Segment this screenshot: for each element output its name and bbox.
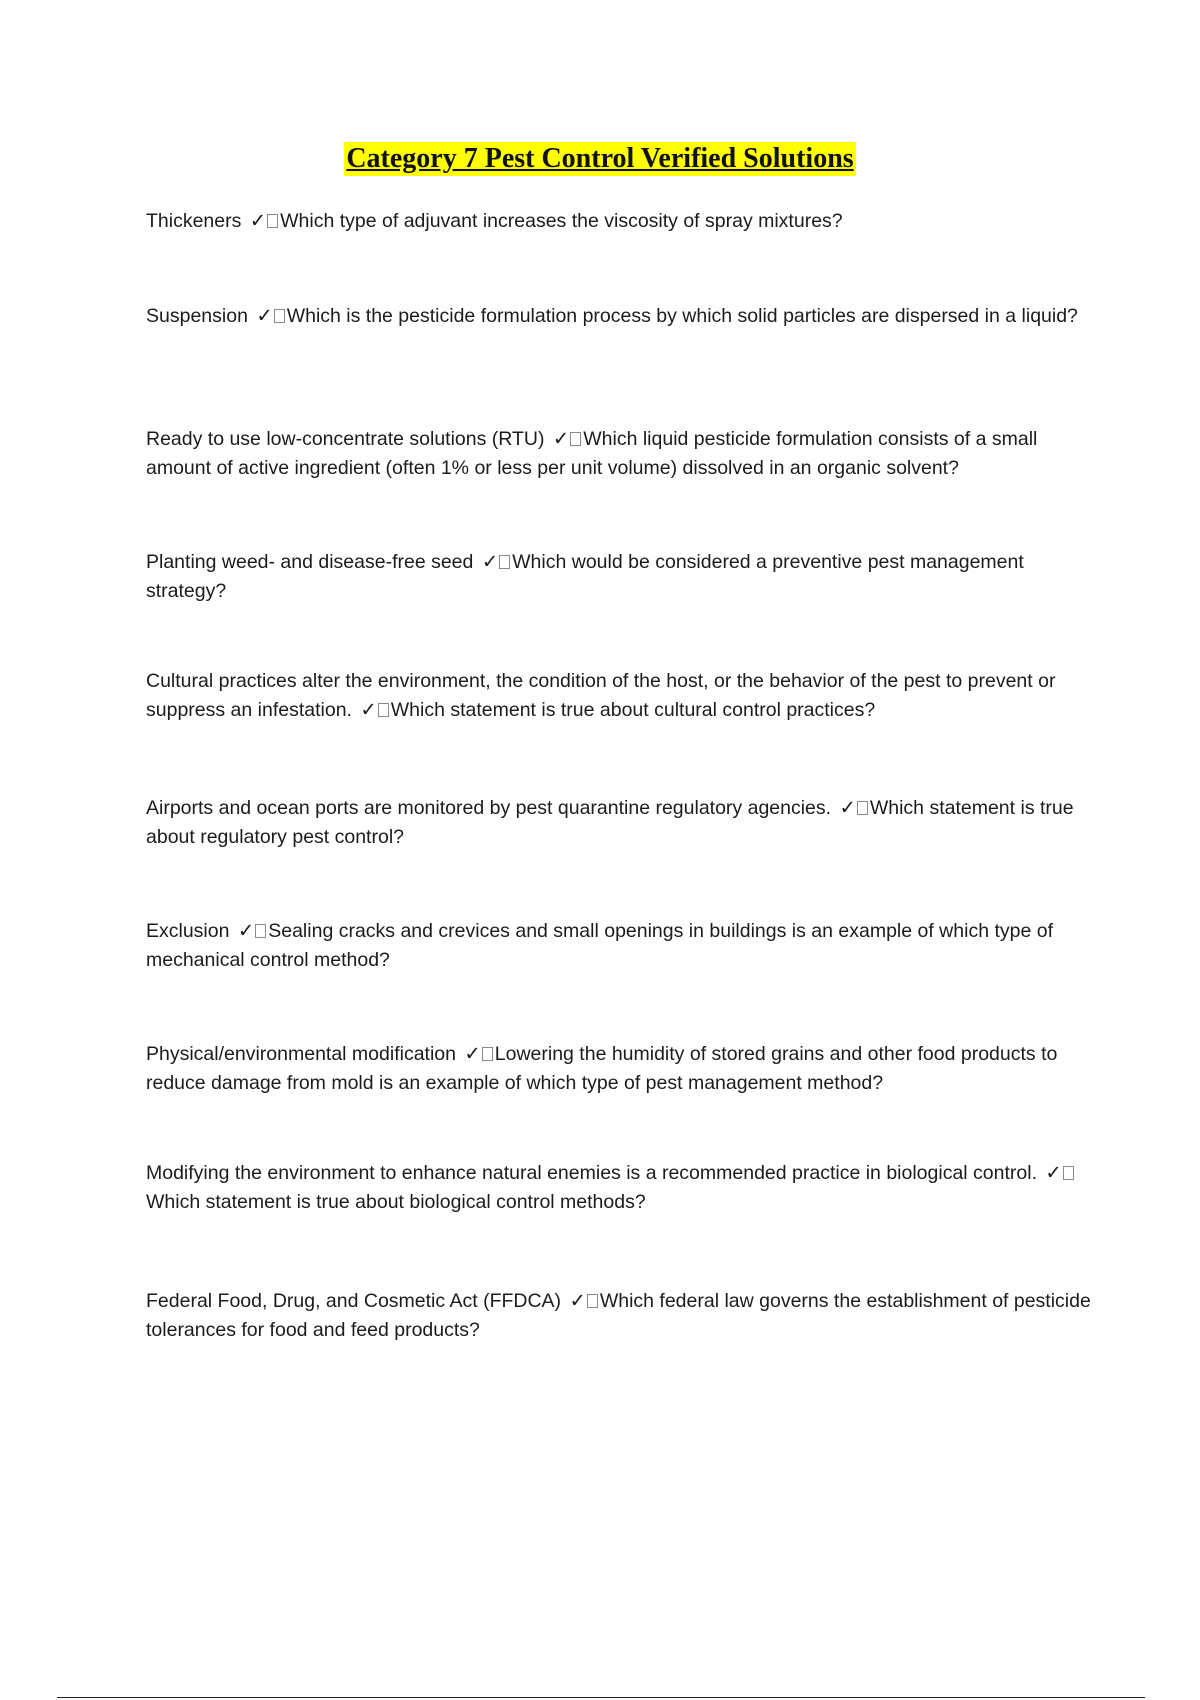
answer-text: Suspension — [146, 305, 248, 327]
check-icon: ✓ — [552, 428, 570, 450]
check-icon: ✓ — [569, 1290, 586, 1312]
empty-box-icon — [378, 703, 389, 717]
empty-box-icon — [1063, 1166, 1074, 1180]
answer-text: Exclusion — [146, 920, 230, 942]
answer-text: Planting weed- and disease-free seed — [146, 551, 474, 573]
empty-box-icon — [267, 214, 278, 228]
question-text: Which would be considered a preventive pest management strategy? — [146, 551, 1024, 602]
check-icon: ✓ — [256, 305, 273, 327]
empty-box-icon — [499, 555, 510, 569]
empty-box-icon — [587, 1294, 598, 1308]
qa-item-9 — [146, 1159, 1091, 1217]
question-text: Sealing cracks and crevices and small openings in buildings is an example of which type of mechanical control method? — [146, 920, 1053, 971]
check-icon: ✓ — [481, 551, 499, 573]
empty-box-icon — [274, 309, 285, 323]
question-text: Which is the pesticide formulation process by which solid particles are dispersed in a liquid? — [286, 305, 1078, 327]
answer-text: Federal Food, Drug, and Cosmetic Act (FFDCA) — [146, 1290, 562, 1312]
question-text: Which statement is true about regulatory pest control? — [146, 797, 1074, 848]
question-text: Which statement is true about biological control methods? — [146, 1191, 646, 1213]
answer-text: Airports and ocean ports are monitored by pest quarantine regulatory agencies. — [146, 797, 832, 819]
qa-item-2 — [146, 302, 1091, 331]
check-icon: ✓ — [464, 1043, 481, 1065]
empty-box-icon — [482, 1047, 493, 1061]
qa-item-7 — [146, 917, 1091, 975]
check-icon: ✓ — [360, 699, 377, 721]
check-icon: ✓ — [237, 920, 255, 942]
footer-divider — [57, 1697, 1145, 1698]
title-container — [0, 142, 1200, 176]
question-text: Which federal law governs the establishment of pesticide tolerances for food and feed products? — [146, 1290, 1091, 1341]
answer-text: Physical/environmental modification — [146, 1043, 456, 1065]
question-text: Lowering the humidity of stored grains and other food products to reduce damage from mold is an example of which type of pest management method? — [146, 1043, 1058, 1094]
answer-text: Thickeners — [146, 210, 242, 232]
qa-item-10 — [146, 1287, 1091, 1345]
question-text: Which statement is true about cultural control practices? — [390, 699, 876, 721]
question-text: Which type of adjuvant increases the viscosity of spray mixtures? — [280, 210, 843, 232]
qa-item-1 — [146, 207, 1091, 236]
page-title: Category 7 Pest Control Verified Solutions — [346, 143, 854, 174]
empty-box-icon — [255, 924, 266, 938]
question-text: Which liquid pesticide formulation consists of a small amount of active ingredient (often 1% or less per unit volume) dissolved in an organic solvent? — [146, 428, 1038, 479]
qa-item-5 — [146, 667, 1091, 725]
answer-text: Ready to use low-concentrate solutions (RTU) — [146, 428, 545, 450]
qa-item-3 — [146, 425, 1091, 483]
qa-item-8 — [146, 1040, 1091, 1098]
empty-box-icon — [857, 801, 868, 815]
check-icon: ✓ — [1045, 1162, 1062, 1184]
answer-text: Modifying the environment to enhance natural enemies is a recommended practice in biological control. — [146, 1162, 1037, 1184]
check-icon: ✓ — [839, 797, 856, 819]
qa-item-6 — [146, 794, 1091, 852]
answer-text: Cultural practices alter the environment, the condition of the host, or the behavior of the pest to prevent or suppress an infestation. — [146, 670, 1056, 721]
empty-box-icon — [570, 432, 581, 446]
check-icon: ✓ — [249, 210, 267, 232]
qa-item-4 — [146, 548, 1091, 606]
